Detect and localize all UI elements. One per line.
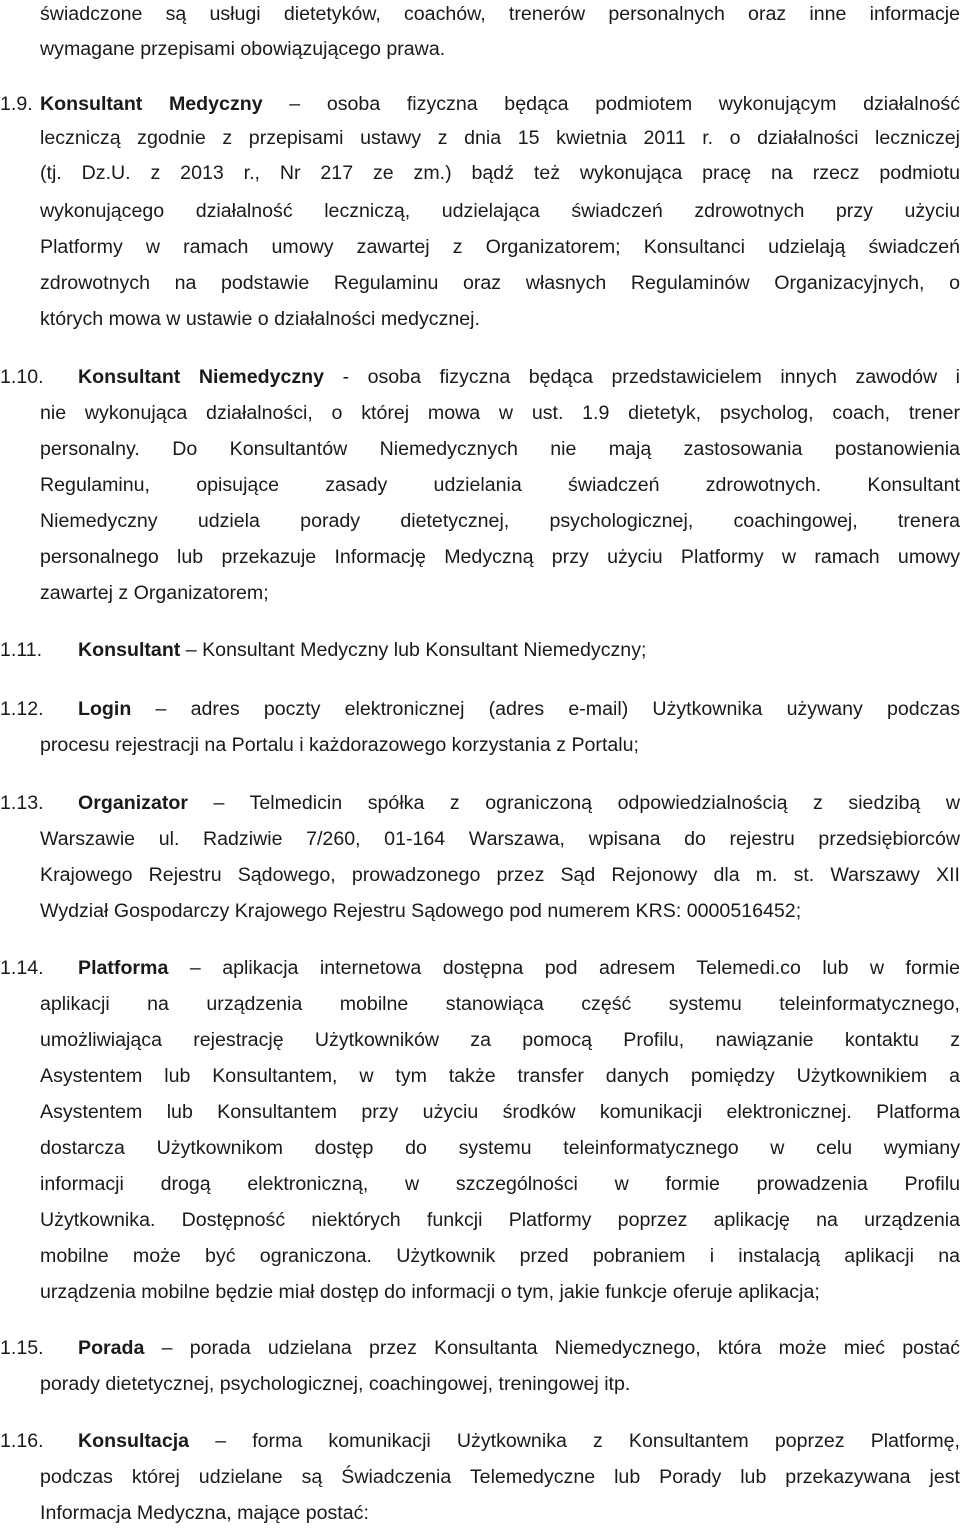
section-first-line (78, 632, 960, 668)
definition-line: leczniczą zgodnie z przepisami ustawy z dnia 15 kwietnia 2011 r. o działalności leczniczej (40, 127, 960, 149)
definition-line: informacji drogą elektroniczną, w szczególności w formie prowadzenia Profilu (40, 1173, 960, 1195)
definition-line: Krajowego Rejestru Sądowego, prowadzonego przez Sąd Rejonowy dla m. st. Warszawy XII (40, 864, 960, 886)
definition-line: Informacja Medyczna, mające postać: (40, 1502, 369, 1524)
definition-line: zdrowotnych na podstawie Regulaminu oraz własnych Regulaminów Organizacyjnych, o (40, 272, 960, 294)
definition-line: porady dietetycznej, psychologicznej, coachingowej, treningowej itp. (40, 1373, 631, 1395)
definition-text: – forma komunikacji Użytkownika z Konsultantem poprzez Platformę, (189, 1430, 960, 1452)
definition-line: Niemedyczny udziela porady dietetycznej, psychologicznej, coachingowej, trenera (40, 510, 960, 532)
definition-line: Regulaminu, opisujące zasady udzielania świadczeń zdrowotnych. Konsultant (40, 474, 960, 496)
defined-term: Konsultant (78, 639, 181, 661)
definition-line: Warszawie ul. Radziwie 7/260, 01-164 Warszawa, wpisana do rejestru przedsiębiorców (40, 828, 960, 850)
intro-line: wymagane przepisami obowiązującego prawa. (40, 38, 446, 60)
definition-line: Wydział Gospodarczy Krajowego Rejestru Sądowego pod numerem KRS: 0000516452; (40, 900, 802, 922)
definition-text: – Konsultant Medyczny lub Konsultant Niemedyczny; (180, 639, 647, 661)
defined-term: Login (78, 698, 132, 720)
definition-line: mobilne może być ograniczona. Użytkownik przed pobraniem i instalacją aplikacji na (40, 1245, 960, 1267)
definition-line: aplikacji na urządzenia mobilne stanowiąca część systemu teleinformatycznego, (40, 993, 960, 1015)
section-first-line (78, 1330, 960, 1366)
definition-line: Platformy w ramach umowy zawartej z Organizatorem; Konsultanci udzielają świadczeń (40, 236, 960, 258)
defined-term: Organizator (78, 792, 188, 814)
section-number: 1.16. (0, 1430, 44, 1452)
section-number: 1.11. (0, 639, 43, 661)
defined-term: Konsultant Medyczny (40, 93, 263, 115)
definition-line: (tj. Dz.U. z 2013 r., Nr 217 ze zm.) bądź też wykonująca pracę na rzecz podmiotu (40, 162, 960, 184)
section-first-line (78, 785, 960, 821)
section-number: 1.12. (0, 698, 44, 720)
definition-line: procesu rejestracji na Portalu i każdorazowego korzystania z Portalu; (40, 734, 639, 756)
defined-term: Porada (78, 1337, 145, 1359)
definition-text: – aplikacja internetowa dostępna pod adresem Telemedi.co lub w formie (168, 957, 960, 979)
section-number: 1.10. (0, 366, 44, 388)
definition-line: personalny. Do Konsultantów Niemedycznych nie mają zastosowania postanowienia (40, 438, 960, 460)
definition-line: których mowa w ustawie o działalności medycznej. (40, 308, 480, 330)
section-number: 1.14. (0, 957, 44, 979)
definition-line: umożliwiająca rejestrację Użytkowników za pomocą Profilu, nawiązanie kontaktu z (40, 1029, 960, 1051)
section-number: 1.13. (0, 792, 44, 814)
section-number: 1.9. (0, 93, 33, 115)
definition-line: nie wykonująca działalności, o której mowa w ust. 1.9 dietetyk, psycholog, coach, trener (40, 402, 960, 424)
definition-text: – adres poczty elektronicznej (adres e-mail) Użytkownika używany podczas (131, 698, 960, 720)
definition-line: Asystentem lub Konsultantem przy użyciu środków komunikacji elektronicznej. Platforma (40, 1101, 960, 1123)
definition-text: – osoba fizyczna będąca podmiotem wykonującym działalność (262, 93, 960, 115)
definition-line: Użytkownika. Dostępność niektórych funkcji Platformy poprzez aplikację na urządzenia (40, 1209, 960, 1231)
section-first-line (78, 950, 960, 986)
definition-line: Asystentem lub Konsultantem, w tym także transfer danych pomiędzy Użytkownikiem a (40, 1065, 960, 1087)
section-first-line (78, 691, 960, 727)
definition-line: wykonującego działalność leczniczą, udzielająca świadczeń zdrowotnych przy użyciu (40, 200, 960, 222)
section-first-line (78, 359, 960, 395)
section-first-line (78, 1423, 960, 1459)
definition-line: personalnego lub przekazuje Informację Medyczną przy użyciu Platformy w ramach umowy (40, 546, 960, 568)
defined-term: Konsultant Niemedyczny (78, 366, 325, 388)
definition-text: – Telmedicin spółka z ograniczoną odpowiedzialnością z siedzibą w (187, 792, 960, 814)
section-number: 1.15. (0, 1337, 44, 1359)
definition-line: urządzenia mobilne będzie miał dostęp do informacji o tym, jakie funkcje oferuje aplikacja; (40, 1281, 820, 1303)
definition-line: zawartej z Organizatorem; (40, 582, 269, 604)
definition-text: - osoba fizyczna będąca przedstawicielem innych zawodów i (324, 366, 960, 388)
defined-term: Konsultacja (78, 1430, 190, 1452)
definition-line: podczas której udzielane są Świadczenia Telemedyczne lub Porady lub przekazywana jest (40, 1466, 960, 1488)
intro-line: świadczone są usługi dietetyków, coachów, trenerów personalnych oraz inne informacje (40, 3, 960, 25)
definition-text: – porada udzielana przez Konsultanta Niemedycznego, która może mieć postać (144, 1337, 960, 1359)
defined-term: Platforma (78, 957, 169, 979)
section-first-line (40, 86, 960, 122)
definition-line: dostarcza Użytkownikom dostęp do systemu teleinformatycznego w celu wymiany (40, 1137, 960, 1159)
